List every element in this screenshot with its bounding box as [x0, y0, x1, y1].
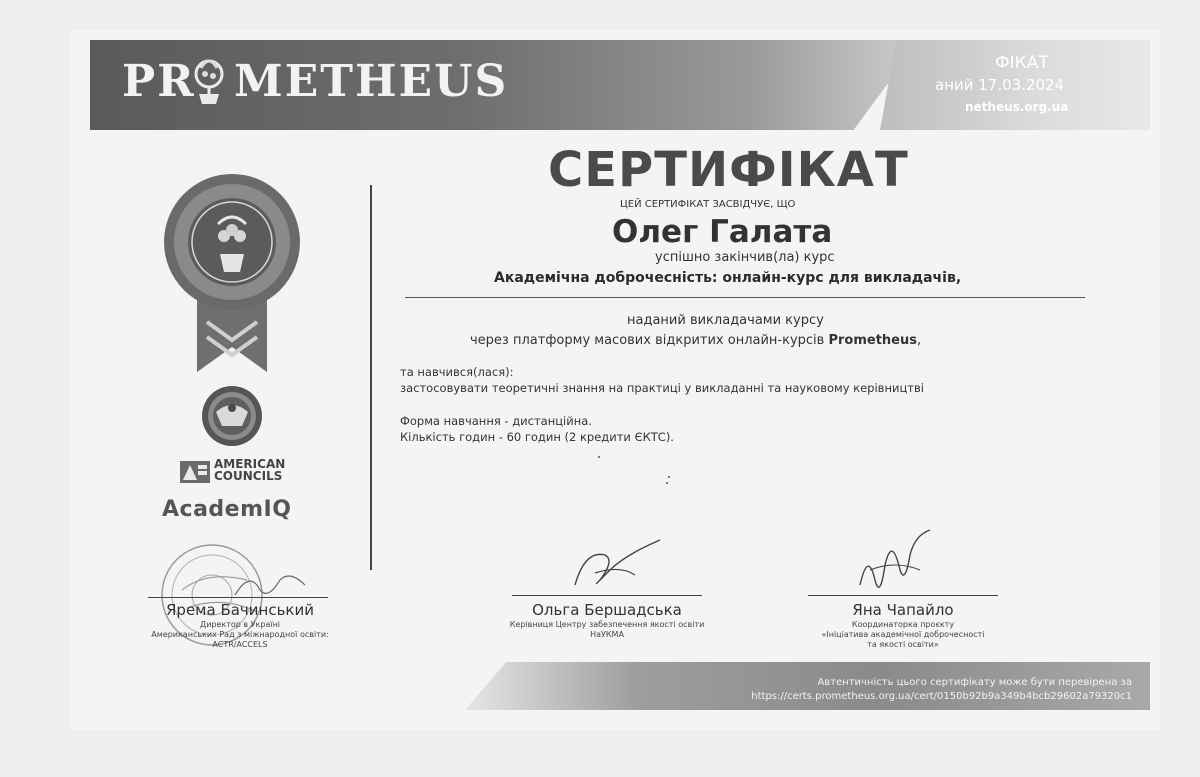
- verification-text: [712, 676, 1132, 704]
- logo-text-left: PR: [122, 56, 196, 107]
- logo-text-right: METHEUS: [234, 56, 509, 107]
- certificate-meta: [935, 52, 1068, 118]
- american-councils-text: AMERICAN COUNCILS: [214, 457, 286, 483]
- signatory-role: Координаторка проєкту «Ініціатива академічної доброчесності та якості освіти»: [821, 620, 985, 649]
- vertical-divider: [370, 185, 372, 570]
- learned-label: та навчився(лася):: [400, 365, 514, 379]
- provided-text: наданий викладачами курсу: [627, 313, 824, 328]
- study-form: Форма навчання - дистанційна.: [400, 414, 592, 428]
- signature-image: [850, 525, 940, 605]
- course-divider: [405, 297, 1085, 298]
- signatory-name: Ольга Бершадська: [532, 601, 682, 619]
- website: netheus.org.ua: [965, 100, 1069, 114]
- platform-suffix: ,: [917, 333, 922, 348]
- signature-image: [565, 535, 665, 595]
- platform-prefix: через платформу масових відкритих онлайн-курсів: [470, 333, 825, 348]
- certificate-title: СЕРТИФІКАТ: [548, 142, 909, 198]
- signatory-role: Директор в Україні Американських Рад з міжнародної освіти: ACTR/ACCELS: [151, 620, 329, 649]
- issue-date: аний 17.03.2024: [935, 76, 1065, 94]
- cert-label: ФІКАТ: [995, 53, 1049, 73]
- verification-note: Автентичність цього сертифікату може бути перевірена за: [817, 677, 1132, 688]
- course-title: Академічна доброчесність: онлайн-курс для викладачів,: [494, 270, 962, 286]
- american-councils-icon: [180, 461, 210, 483]
- scan-speck: [666, 482, 668, 484]
- study-hours: Кількість годин - 60 годин (2 кредити ЄКТС).: [400, 430, 674, 444]
- scan-speck: [668, 476, 670, 478]
- scan-speck: [598, 456, 600, 458]
- prometheus-seal-icon: [152, 172, 312, 472]
- learning-outcomes: [400, 364, 924, 396]
- verification-url[interactable]: https://certs.prometheus.org.ua/cert/0150b92b9a349b4bcb29602a79320c1: [751, 691, 1132, 702]
- signatory-name: Ярема Бачинський: [166, 601, 314, 619]
- certificate-subtitle: ЦЕЙ СЕРТИФІКАТ ЗАСВІДЧУЄ, ЩО: [620, 199, 796, 210]
- signature-image: [230, 565, 310, 605]
- signatory-role: Керівниця Центру забезпечення якості освіти НаУКМА: [509, 620, 705, 639]
- platform-name: Prometheus: [828, 333, 917, 348]
- signature-line: [808, 595, 998, 596]
- study-details: [400, 413, 674, 445]
- signature-line: [512, 595, 702, 596]
- signatory-name: Яна Чапайло: [852, 601, 954, 619]
- platform-text: [470, 333, 921, 348]
- completed-text: успішно закінчив(ла) курс: [655, 250, 835, 265]
- recipient-name: Олег Галата: [612, 214, 833, 250]
- academiq-logo: AcademIQ: [162, 497, 292, 522]
- signature-line: [148, 597, 328, 598]
- learned-text: застосовувати теоретичні знання на практиці у викладанні та науковому керівництві: [400, 381, 924, 395]
- prometheus-emblem-icon: [187, 46, 231, 106]
